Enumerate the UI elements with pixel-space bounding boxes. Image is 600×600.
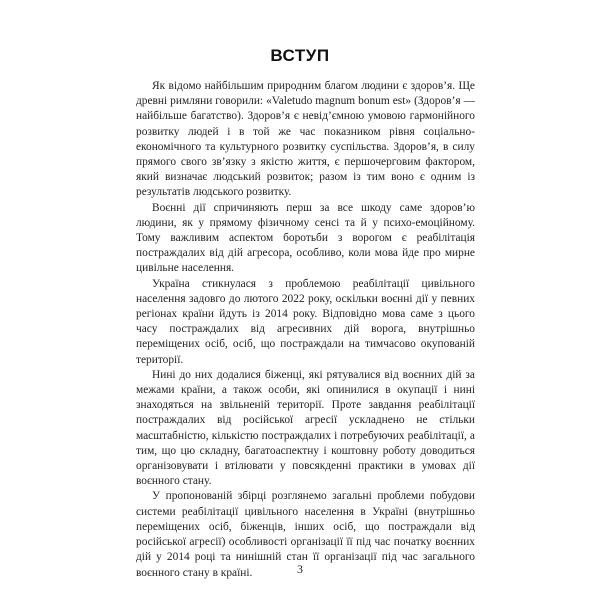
page-number: 3 <box>297 562 303 576</box>
paragraph-3: Україна стикнулася з проблемою реабілітації цивільного населення задовго до лютого 2022 року, оскільки воєнні дії у певних регіонах країни йдуть із 2014 року. Відповідно мова саме з цього часу постраждалих від агресивних дій ворога, внутрішньо переміщених осіб, осіб, що постраждали на тимчасово окупованій території. <box>136 277 475 366</box>
paragraph-5: У пропонованій збірці розглянемо загальні проблеми побудови системи реабілітації цивільного населення в Україні (внутрішньо переміщених осіб, біженців, інших осіб, що постраждали від російської агресії) особливості організації її під час початку воєнних дій у 2014 році та нинішній стан її організації під час загального воєнного стану в країні. <box>136 490 475 579</box>
page-title: ВСТУП <box>270 46 330 65</box>
paragraph-2: Воєнні дії спричиняють перш за все шкоду саме здоров’ю людини, як у прямому фізичному сенсі та й у психо-емоційному. Тому важливим аспектом боротьби з ворогом є реабілітація постраждалих від дій агресора, особливо, коли мова йде про мирне цивільне населення. <box>136 201 475 275</box>
body-text <box>136 79 475 581</box>
paragraph-4: Нині до них додалися біженці, які рятувалися від воєнних дій за межами країни, а також особи, які опинилися в окупації і нині знаходяться на звільненій території. Проте завдання реабілітації постраждалих від російської агресії ускладнено не стільки масштабністю, кількістю постраждалих і потребуючих реабілітації, а тим, що цю складну, багатоаспектну і коштовну роботу доводиться організовувати і втілювати у повсякденні практики в умовах дії воєнного стану. <box>136 368 475 488</box>
paragraph-1: Як відомо найбільшим природним благом людини є здоров’я. Ще древні римляни говорили: «Valetudo magnum bonum est» (Здоров’я — найбільше багатство). Здоров’я є невід’ємною умовою гармонійного розвитку людей і в той же час показником рівня соціально-економічного та культурного розвитку суспільства. Здоров’я, в силу прямого свого зв’язку з якістю життя, є першочерговим фактором, який визначає людський розвиток; разом із тим воно є одним із результатів людського розвитку. <box>136 80 475 199</box>
